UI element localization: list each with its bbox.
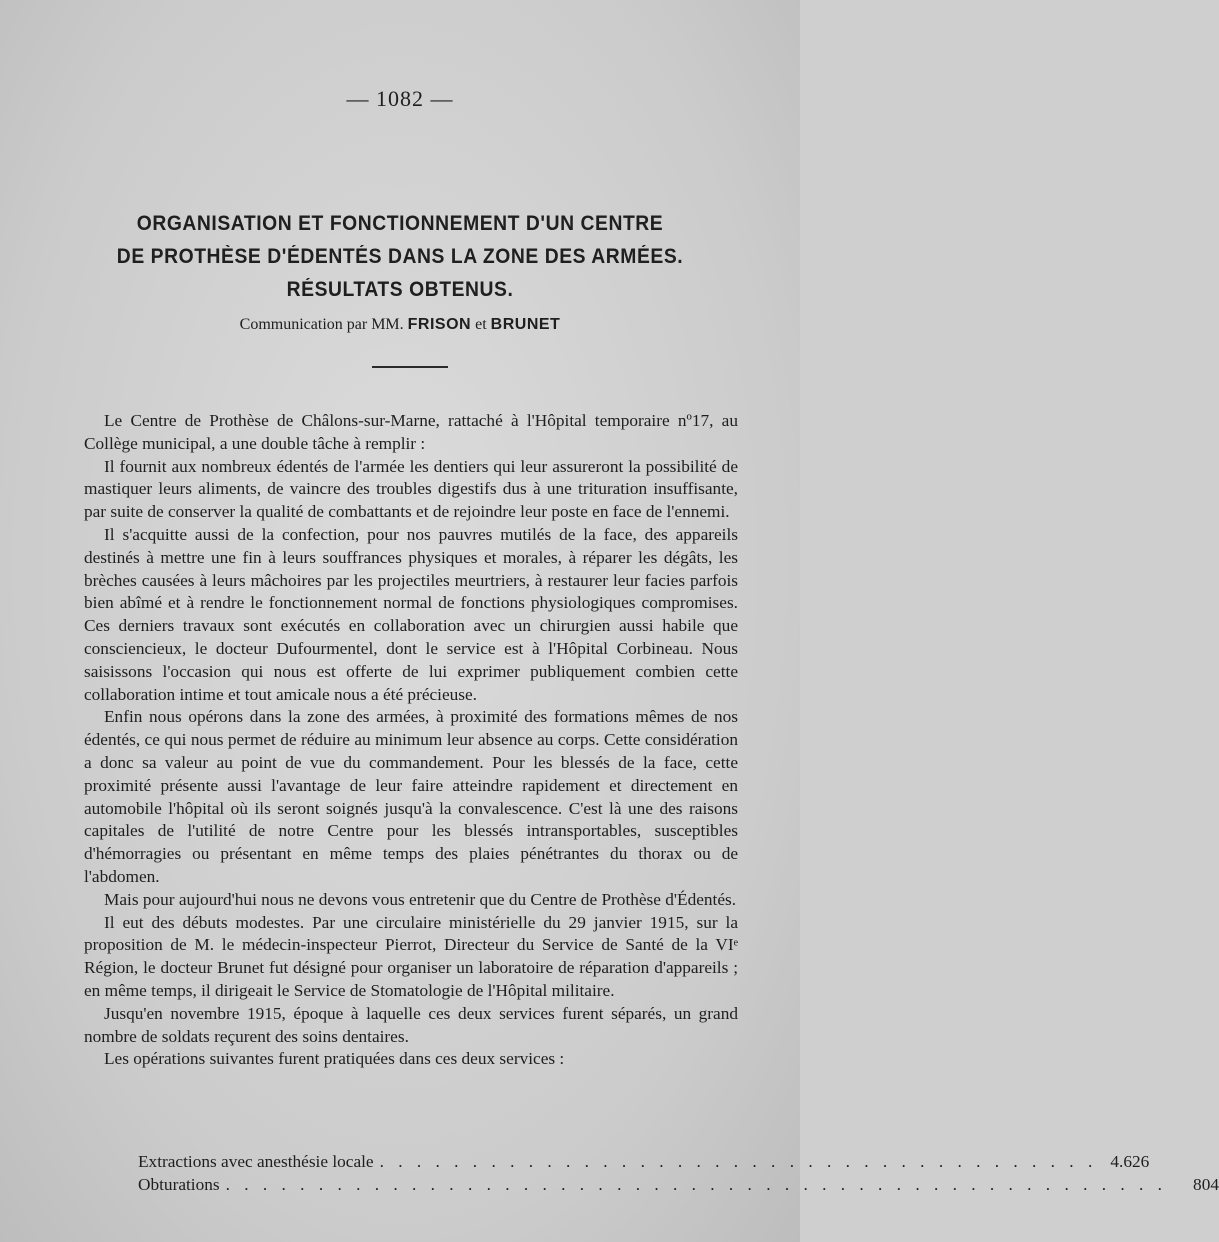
byline [0, 316, 800, 334]
paragraph: Enfin nous opérons dans la zone des armées, à proximité des formations mêmes de nos édentés, ce qui nous permet de réduire au minimum leur absence au corps. Cette considération a donc sa valeur au point de vue du commandement. Pour les blessés de la face, cette proximité présente aussi l'avantage de leur faire atteindre rapidement et directement en automobile l'hôpital où ils seront soignés jusqu'à la convalescence. C'est là une des raisons capitales de l'utilité de notre Centre pour les blessés intransportables, susceptibles d'hémorragies ou présentant en même temps des plaies pénétrantes du thorax ou de l'abdomen. [84, 707, 738, 886]
author-frison: FRISON [407, 316, 472, 333]
operations-table [138, 1150, 1219, 1196]
article-title-line-3: RÉSULTATS OBTENUS. [286, 278, 514, 301]
row-value: 4.626 [1110, 1152, 1150, 1171]
table-row [138, 1173, 1219, 1196]
paragraph: Il eut des débuts modestes. Par une circulaire ministérielle du 29 janvier 1915, sur la proposition de M. le médecin-inspecteur Pierrot, Directeur du Service de Santé de la VIᵉ Région, le docteur Brunet fut désigné pour organiser un laboratoire de réparation d'appareils ; en même temps, il dirigeait le Service de Stomatologie de l'Hôpital militaire. [84, 912, 738, 1000]
row-label: Extractions avec anesthésie locale [138, 1152, 374, 1171]
section-divider [372, 366, 448, 368]
leader-dots: . . . . . . . . . . . . . . . . . . . . . . . . . . . . . . . . . . . . . . . . . . . . . . . . . . . [225, 1175, 1167, 1194]
paragraph: Il fournit aux nombreux édentés de l'armée les dentiers qui leur assureront la possibilité de mastiquer leurs aliments, de vaincre des troubles digestifs dus à une trituration insuffisante, par suite de conserver la qualité de combattants et de rejoindre leur poste en face de l'ennemi. [84, 456, 738, 522]
paragraph: Mais pour aujourd'hui nous ne devons vous entretenir que du Centre de Prothèse d'Édentés. [104, 889, 737, 909]
byline-prefix: Communication par MM. [239, 316, 404, 333]
article-body [84, 410, 738, 1071]
row-value: 804 [1193, 1175, 1219, 1194]
author-brunet: BRUNET [490, 316, 561, 333]
leader-dots: . . . . . . . . . . . . . . . . . . . . . . . . . . . . . . . . . . . . . . . [379, 1152, 1098, 1171]
article-title-line-1: ORGANISATION ET FONCTIONNEMENT D'UN CENTRE [136, 212, 664, 235]
byline-conjunction: et [475, 316, 487, 333]
row-label: Obturations [138, 1175, 220, 1194]
paragraph: Le Centre de Prothèse de Châlons-sur-Marne, rattaché à l'Hôpital temporaire nº17, au Collège municipal, a une double tâche à remplir : [84, 411, 738, 453]
paragraph: Il s'acquitte aussi de la confection, pour nos pauvres mutilés de la face, des appareils destinés à mettre une fin à leurs souffrances physiques et morales, à réparer les dégâts, les brèches causées à leurs mâchoires par les projectiles meurtriers, à restaurer leur facies parfois bien abîmé et à rendre le fonctionnement normal de fonctions physiologiques compromises. Ces derniers travaux sont exécutés en collaboration avec un chirurgien aussi habile que consciencieux, le docteur Dufourmentel, dont le service est à l'Hôpital Corbineau. Nous saisissons l'occasion qui nous est offerte de lui exprimer publiquement combien cette collaboration intime et tout amicale nous a été précieuse. [84, 524, 738, 704]
paragraph: Jusqu'en novembre 1915, époque à laquelle ces deux services furent séparés, un grand nombre de soldats reçurent des soins dentaires. [84, 1003, 738, 1046]
paragraph: Les opérations suivantes furent pratiquées dans ces deux services : [104, 1049, 565, 1069]
table-row [138, 1150, 1150, 1173]
page-number: — 1082 — [346, 86, 454, 111]
article-title-line-2: DE PROTHÈSE D'ÉDENTÉS DANS LA ZONE DES ARMÉES. [116, 245, 684, 268]
